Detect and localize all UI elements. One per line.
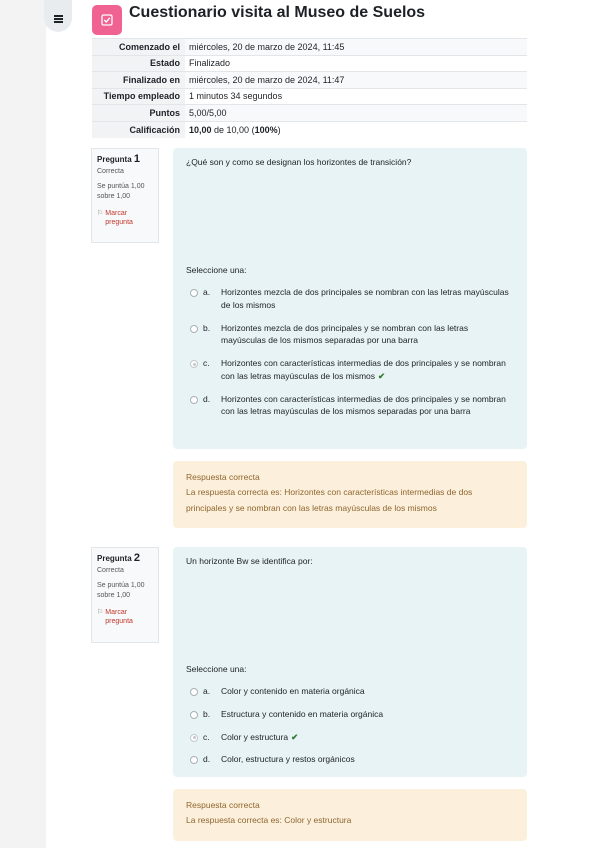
check-icon: ✔ [291, 731, 299, 742]
radio-button[interactable] [190, 396, 198, 404]
feedback-text: La respuesta correcta es: Color y estructura [186, 815, 352, 826]
feedback-text: La respuesta correcta es: Horizontes con características intermedias de dos principales y se nombran con las letras mayúsculas de los mismos [186, 487, 473, 513]
answer-text [221, 731, 514, 744]
question-label: Pregunta [97, 554, 132, 563]
page-title: Cuestionario visita al Museo de Suelos [129, 4, 426, 21]
answer-letter: d. [203, 754, 211, 765]
question-number-value: 2 [133, 552, 141, 564]
answer-text: Horizontes mezcla de dos principales y se nombran con las letras mayúsculas de los mismos separadas por una barra [221, 322, 469, 346]
answer-text: Color y contenido en materia orgánica [221, 686, 365, 696]
answer-option-a[interactable] [186, 281, 514, 317]
flag-question-link[interactable] [97, 209, 153, 228]
question-content-1 [173, 148, 527, 449]
answer-option-a[interactable] [186, 680, 514, 703]
summary-label: Tiempo empleado [92, 88, 185, 105]
answer-text [221, 357, 514, 383]
summary-label: Finalizado en [92, 72, 185, 89]
hamburger-icon [54, 15, 63, 23]
drawer-toggle-button[interactable] [44, 0, 72, 32]
answer-letter: d. [203, 393, 211, 404]
grade-end: ) [277, 124, 281, 135]
flag-label: Marcar pregunta [105, 209, 133, 227]
checkbox-icon [92, 5, 122, 35]
grade-value: 10,00 [189, 124, 212, 135]
summary-label: Puntos [92, 105, 185, 122]
question-content-2 [173, 547, 527, 777]
feedback-box-2 [173, 789, 527, 841]
summary-row [92, 72, 527, 89]
radio-button[interactable] [190, 756, 198, 764]
summary-row [92, 121, 527, 138]
flag-question-link[interactable] [97, 608, 153, 627]
radio-button[interactable] [190, 711, 198, 719]
answer-letter: b. [203, 708, 211, 719]
answer-text: Horizontes mezcla de dos principales se nombran con las letras mayúsculas de los mismos [221, 287, 509, 310]
radio-button[interactable] [190, 289, 198, 297]
answer-text: Estructura y contenido en materia orgánica [221, 708, 384, 719]
answer-letter: a. [203, 287, 211, 297]
radio-button-selected[interactable] [190, 734, 198, 742]
question-number-value: 1 [133, 153, 141, 165]
summary-label: Comenzado el [92, 39, 185, 56]
radio-button[interactable] [190, 325, 198, 333]
summary-value: miércoles, 20 de marzo de 2024, 11:45 [185, 39, 527, 56]
summary-value: 5,00/5,00 [185, 105, 527, 122]
attempt-summary-table [92, 38, 527, 138]
summary-row [92, 105, 527, 122]
answer-letter: b. [203, 322, 211, 333]
question-label: Pregunta [97, 155, 132, 164]
answer-letter: a. [203, 686, 211, 696]
feedback-title: Respuesta correcta [186, 472, 260, 482]
check-icon: ✔ [378, 370, 386, 381]
question-number [97, 552, 153, 564]
question-info-1 [91, 148, 159, 243]
summary-value: 1 minutos 34 segundos [185, 88, 527, 105]
flag-icon: ⚐ [97, 209, 104, 217]
summary-value [185, 121, 527, 138]
answer-prompt: Seleccione una: [186, 664, 247, 674]
answer-text-value: Color y estructura [221, 731, 289, 742]
summary-row [92, 88, 527, 105]
grade-percent: 100% [254, 124, 278, 135]
question-text: Un horizonte Bw se identifica por: [186, 556, 313, 566]
flag-icon: ⚐ [97, 608, 104, 616]
question-grade: Se puntúa 1,00 sobre 1,00 [97, 582, 145, 599]
summary-label: Calificación [92, 121, 185, 138]
radio-button-selected[interactable] [190, 360, 198, 368]
question-state: Correcta [97, 168, 124, 175]
summary-row [92, 55, 527, 72]
answer-option-c[interactable] [186, 352, 514, 388]
question-state: Correcta [97, 567, 124, 574]
answer-prompt: Seleccione una: [186, 265, 247, 275]
radio-button[interactable] [190, 688, 198, 696]
question-grade: Se puntúa 1,00 sobre 1,00 [97, 183, 145, 200]
question-text: ¿Qué son y como se designan los horizontes de transición? [186, 157, 412, 167]
answer-text: Horizontes con características intermedias de dos principales y se nombran con las letras mayúsculas de los mismos separadas por una barra [221, 393, 506, 417]
summary-label: Estado [92, 55, 185, 72]
summary-value: Finalizado [185, 55, 527, 72]
answer-option-b[interactable] [186, 317, 514, 353]
question-info-2 [91, 547, 159, 643]
flag-label: Marcar pregunta [105, 608, 133, 626]
answer-letter: c. [203, 358, 210, 368]
feedback-title: Respuesta correcta [186, 800, 260, 810]
answer-option-d[interactable] [186, 748, 514, 771]
answer-letter: c. [203, 731, 210, 742]
answer-option-c[interactable] [186, 726, 514, 749]
question-number [97, 153, 153, 165]
feedback-box-1 [173, 461, 527, 528]
summary-value: miércoles, 20 de marzo de 2024, 11:47 [185, 72, 527, 89]
grade-mid: de 10,00 ( [211, 124, 255, 135]
answer-option-d[interactable] [186, 388, 514, 424]
answer-text-value: Horizontes con características intermedias de dos principales y se nombran con las letras mayúsculas de los mismos [221, 358, 506, 381]
answer-text: Color, estructura y restos orgánicos [221, 754, 355, 765]
answer-option-b[interactable] [186, 703, 514, 726]
summary-row [92, 39, 527, 56]
